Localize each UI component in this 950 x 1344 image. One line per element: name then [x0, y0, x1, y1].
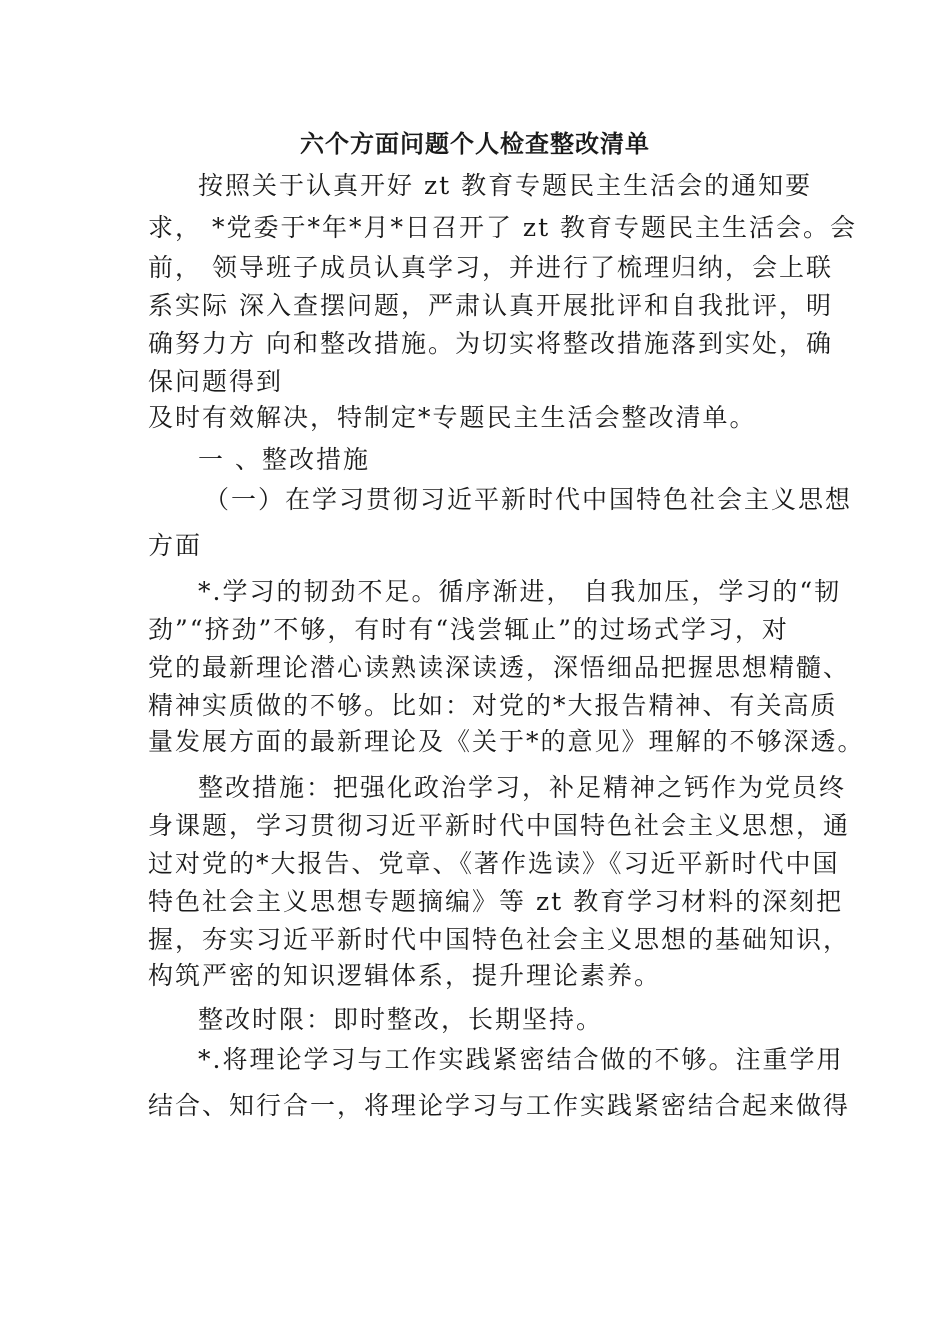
paragraph-line: 前， 领导班子成员认真学习，并进行了梳理归纳，会上联	[148, 253, 833, 282]
paragraph-line: 握，夯实习近平新时代中国特色社会主义思想的基础知识，	[148, 925, 851, 954]
paragraph-line: 确努力方 向和整改措施。为切实将整改措施落到实处，确	[148, 329, 833, 358]
paragraph-line: 及时有效解决，特制定*专题民主生活会整改清单。	[148, 403, 757, 432]
paragraph-line: 过对党的*大报告、党章、《著作选读》《习近平新时代中国	[148, 849, 840, 878]
subsection-heading: （一）在学习贯彻习近平新时代中国特色社会主义思想	[204, 485, 853, 514]
paragraph-line: 结合、知行合一，将理论学习与工作实践紧密结合起来做得	[148, 1091, 851, 1120]
document-title: 六个方面问题个人检查整改清单	[300, 129, 650, 158]
paragraph-line: 特色社会主义思想专题摘编》等 zt 教育学习材料的深刻把	[148, 887, 844, 916]
paragraph-line: 构筑严密的知识逻辑体系，提升理论素养。	[148, 961, 662, 990]
paragraph-line: *.学习的韧劲不足。循序渐进， 自我加压，学习的“韧	[198, 577, 842, 606]
paragraph-line: 量发展方面的最新理论及《关于*的意见》理解的不够深透。	[148, 727, 865, 756]
paragraph-line: 党的最新理论潜心读熟读深读透，深悟细品把握思想精髓、	[148, 653, 851, 682]
paragraph-line: 求， *党委于*年*月*日召开了 zt 教育专题民主生活会。会	[148, 213, 858, 242]
paragraph-line: 系实际 深入查摆问题，严肃认真开展批评和自我批评，明	[148, 291, 833, 320]
paragraph-line: 保问题得到	[148, 367, 284, 396]
paragraph-line: *.将理论学习与工作实践紧密结合做的不够。注重学用	[198, 1045, 844, 1074]
paragraph-line: 整改措施：把强化政治学习，补足精神之钙作为党员终	[198, 773, 847, 802]
section-heading: 一 、整改措施	[198, 445, 370, 474]
paragraph-line: 整改时限：即时整改，长期坚持。	[198, 1005, 604, 1034]
paragraph-line: 按照关于认真开好 zt 教育专题民主生活会的通知要	[198, 171, 813, 200]
subsection-heading: 方面	[148, 531, 203, 560]
paragraph-line: 身课题，学习贯彻习近平新时代中国特色社会主义思想，通	[148, 811, 851, 840]
paragraph-line: 劲”“挤劲”不够，有时有“浅尝辄止”的过场式学习，对	[148, 615, 789, 644]
paragraph-line: 精神实质做的不够。比如：对党的*大报告精神、有关高质	[148, 691, 838, 720]
